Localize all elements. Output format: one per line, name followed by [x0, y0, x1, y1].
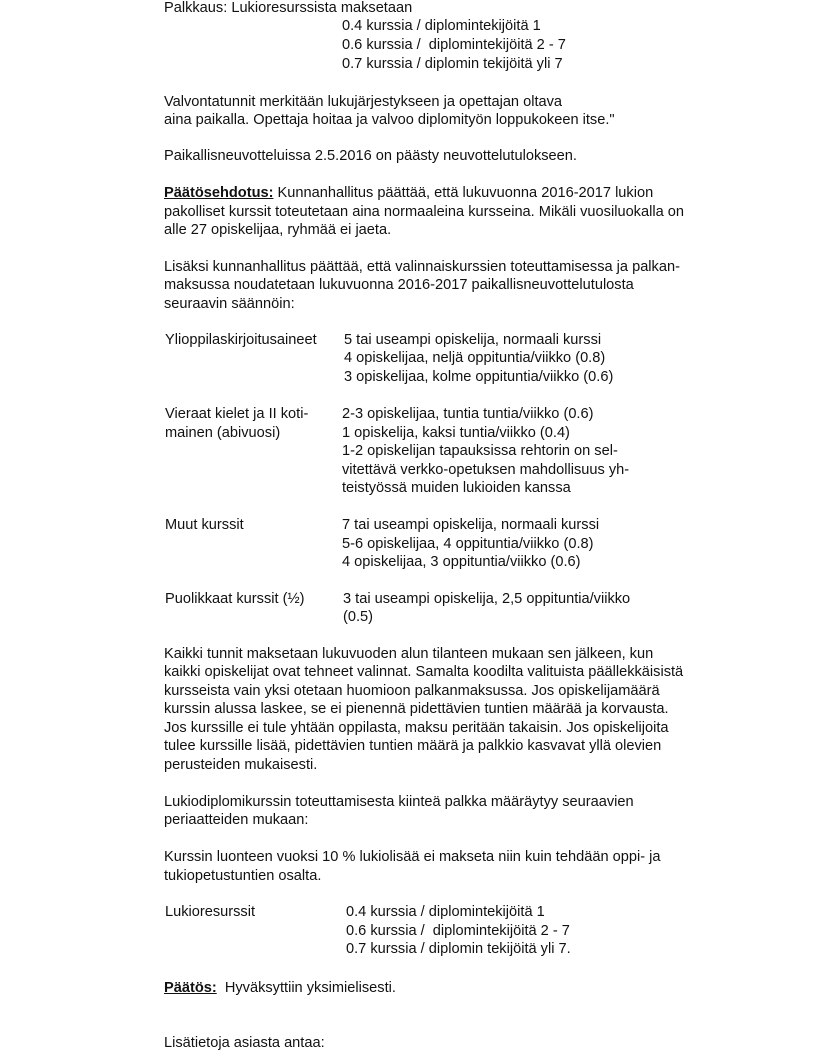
rule-item: 1 opiskelija, kaksi tuntia/viikko (0.4) [342, 425, 570, 441]
rule-item: 5-6 opiskelijaa, 4 oppituntia/viikko (0.8) [342, 536, 594, 552]
rule-item: 1-2 opiskelijan tapauksissa rehtorin on sel- [342, 443, 618, 459]
valvonta-line: Valvontatunnit merkitään lukujärjestykseen ja opettajan oltava [164, 94, 563, 110]
rule-item: (0.5) [343, 609, 374, 625]
rule-label: Vieraat kielet ja II koti- [165, 406, 309, 422]
palkkaus-rate: 0.7 kurssia / diplomin tekijöitä yli 7 [342, 56, 563, 72]
kaikki-line: Jos kurssille ei tule yhtään oppilasta, maksu peritään takaisin. Jos opiskelijoita [164, 720, 669, 736]
rule-label: Ylioppilaskirjoitusaineet [165, 332, 317, 348]
paatos-text: Hyväksyttiin yksimielisesti. [216, 980, 396, 996]
palkkaus-rate: 0.6 kurssia / diplomintekijöitä 2 - 7 [342, 37, 566, 53]
lisaksi-line: seuraavin säännöin: [164, 296, 295, 312]
rule-item: 3 opiskelijaa, kolme oppituntia/viikko (0.6) [344, 369, 614, 385]
luonne-line: Kurssin luonteen vuoksi 10 % lukiolisää ei makseta niin kuin tehdään oppi- ja [164, 849, 661, 865]
kaikki-line: tulee kurssille lisää, pidettävien tuntien määrä ja palkkio kasvavat yllä olevien [164, 738, 662, 754]
paatos-line [164, 979, 396, 997]
rule-item: vitettävä verkko-opetuksen mahdollisuus yh- [342, 462, 630, 478]
kaikki-line: kursseista vain yksi otetaan huomioon palkanmaksussa. Jos opiskelijamäärä [164, 683, 660, 699]
rule-item: 4 opiskelijaa, neljä oppituntia/viikko (0.8) [344, 350, 606, 366]
rule-item: 3 tai useampi opiskelija, 2,5 oppituntia/viikko [343, 591, 631, 607]
lisaksi-line: Lisäksi kunnanhallitus päättää, että valinnaiskurssien toteuttamisessa ja palkan- [164, 259, 680, 275]
lisaksi-line: maksussa noudatetaan lukuvuonna 2016-2017 paikallisneuvottelutulosta [164, 277, 634, 293]
kaikki-line: perusteiden mukaisesti. [164, 757, 318, 773]
rule-label: mainen (abivuosi) [165, 425, 281, 441]
ehdotus-line: pakolliset kurssit toteutetaan aina normaaleina kursseina. Mikäli vuosiluokalla on [164, 204, 684, 220]
ehdotus-line: alle 27 opiskelijaa, ryhmää ei jaeta. [164, 222, 392, 238]
lisatietoja-line: Lisätietoja asiasta antaa: [164, 1035, 325, 1051]
palkkaus-label: Palkkaus: Lukioresurssista maksetaan [164, 0, 413, 16]
kaikki-line: Kaikki tunnit maksetaan lukuvuoden alun tilanteen mukaan sen jälkeen, kun [164, 646, 654, 662]
ehdotus-heading: Päätösehdotus: [164, 185, 274, 201]
diplomi-line: Lukiodiplomikurssin toteuttamisesta kiinteä palkka määräytyy seuraavien [164, 794, 634, 810]
rule-item: 7 tai useampi opiskelija, normaali kurssi [342, 517, 600, 533]
kaikki-line: kaikki opiskelijat ovat tehneet valinnat. Samalta koodilta valituista päällekkäisistä [164, 664, 684, 680]
kaikki-line: kurssin alussa laskee, se ei pienennä pidettävien tuntien määrää ja korvausta. [164, 701, 669, 717]
rule-item: teistyössä muiden lukioiden kanssa [342, 480, 571, 496]
rule-item: 5 tai useampi opiskelija, normaali kurssi [344, 332, 602, 348]
rule-item: 2-3 opiskelijaa, tuntia tuntia/viikko (0.6) [342, 406, 594, 422]
rule-label: Muut kurssit [165, 517, 244, 533]
palkkaus-rate: 0.4 kurssia / diplomintekijöitä 1 [342, 18, 541, 34]
ehdotus-text: Kunnanhallitus päättää, että lukuvuonna 2016-2017 lukion [273, 185, 654, 201]
neuvottelu-paragraph: Paikallisneuvotteluissa 2.5.2016 on päästy neuvottelutulokseen. [164, 148, 577, 164]
rule-item: 4 opiskelijaa, 3 oppituntia/viikko (0.6) [342, 554, 581, 570]
resurssit-rate: 0.7 kurssia / diplomin tekijöitä yli 7. [346, 941, 571, 957]
paatos-heading: Päätös: [164, 980, 217, 996]
rule-label: Puolikkaat kurssit (½) [165, 591, 305, 607]
valvonta-line: aina paikalla. Opettaja hoitaa ja valvoo diplomityön loppukokeen itse." [164, 112, 615, 128]
resurssit-rate: 0.4 kurssia / diplomintekijöitä 1 [346, 904, 545, 920]
diplomi-line: periaatteiden mukaan: [164, 812, 309, 828]
ehdotus-line [164, 184, 653, 202]
luonne-line: tukiopetustuntien osalta. [164, 868, 322, 884]
resurssit-label: Lukioresurssit [165, 904, 256, 920]
resurssit-rate: 0.6 kurssia / diplomintekijöitä 2 - 7 [346, 923, 570, 939]
